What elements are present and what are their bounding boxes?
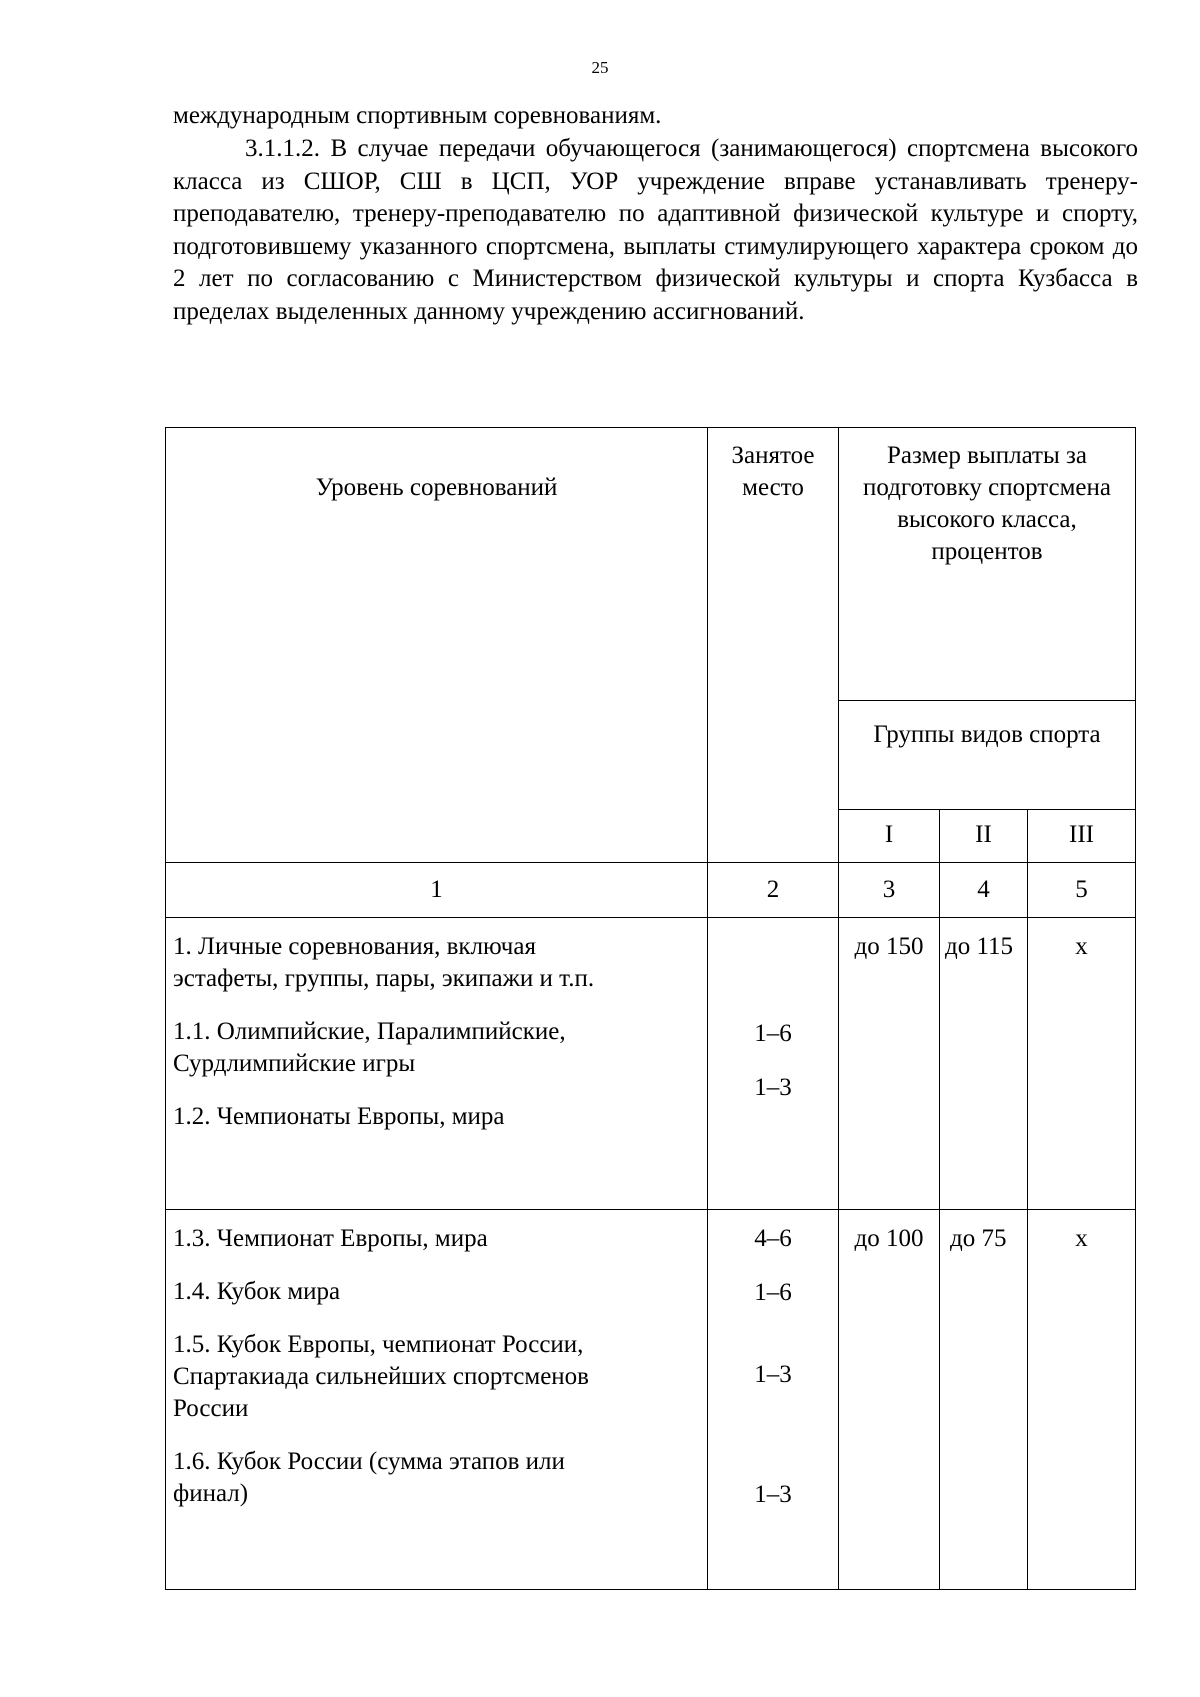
- block1-group2-value: до 115: [940, 918, 1028, 1210]
- level-text: 1.1. Олимпийские, Паралимпийские,: [173, 1018, 566, 1045]
- block1-group1-value: до 150: [839, 918, 940, 1210]
- level-text: Сурдлимпийские игры: [173, 1050, 416, 1077]
- block2-group3-value: х: [1028, 1210, 1136, 1590]
- header-payment-size: [839, 428, 1136, 701]
- level-text: 1.6. Кубок России (сумма этапов или: [173, 1448, 565, 1475]
- level-text: 1.4. Кубок мира: [173, 1278, 341, 1305]
- header-group-3: III: [1028, 810, 1136, 863]
- header-size-line1: Размер выплаты за: [886, 442, 1088, 469]
- level-text: 1.3. Чемпионат Европы, мира: [173, 1225, 488, 1252]
- header-size-line2: подготовку спортсмена: [863, 474, 1111, 501]
- level-text: России: [173, 1395, 249, 1422]
- payment-table: [165, 427, 1136, 1590]
- header-group-2: II: [940, 810, 1028, 863]
- place-value: 1–3: [754, 1481, 792, 1508]
- paragraph-continuation: международным спортивным соревнованиям.: [173, 102, 662, 129]
- level-text: финал): [173, 1480, 249, 1507]
- table-row-block-2: [166, 1210, 1136, 1590]
- block2-group2-value: до 75: [940, 1210, 1028, 1590]
- block1-places: [708, 918, 839, 1210]
- block2-places: [708, 1210, 839, 1590]
- level-text: 1.5. Кубок Европы, чемпионат России,: [173, 1331, 584, 1358]
- header-place-line2: место: [742, 474, 804, 501]
- level-text: 1. Личные соревнования, включая: [173, 933, 536, 960]
- header-size-line3: высокого класса,: [897, 506, 1077, 533]
- level-text: Спартакиада сильнейших спортсменов: [173, 1363, 589, 1390]
- place-value: 4–6: [754, 1225, 792, 1252]
- header-group-1: I: [839, 810, 940, 863]
- place-value: 1–6: [754, 1020, 792, 1047]
- column-number: 2: [708, 863, 839, 918]
- level-text: 1.2. Чемпионаты Европы, мира: [173, 1103, 505, 1130]
- header-groups-label: Группы видов спорта: [873, 721, 1101, 749]
- block2-levels: [166, 1210, 708, 1590]
- place-value: 1–6: [754, 1279, 792, 1306]
- header-level-label: Уровень соревнований: [315, 474, 558, 501]
- header-size-line4: процентов: [931, 538, 1043, 565]
- column-number: 4: [940, 863, 1028, 918]
- page-number: 25: [591, 58, 609, 77]
- header-place: [708, 428, 839, 863]
- column-number: 5: [1028, 863, 1136, 918]
- column-number: 3: [839, 863, 940, 918]
- level-text: эстафеты, группы, пары, экипажи и т.п.: [173, 965, 595, 992]
- block2-group1-value: до 100: [839, 1210, 940, 1590]
- header-level: [166, 428, 708, 863]
- table-row-block-1: [166, 918, 1136, 1210]
- column-number-row: [166, 863, 1136, 918]
- header-place-line1: Занятое: [731, 442, 815, 469]
- place-value: 1–3: [754, 1074, 792, 1101]
- place-value: 1–3: [754, 1361, 792, 1388]
- block1-group3-value: х: [1028, 918, 1136, 1210]
- block1-levels: [166, 918, 708, 1210]
- paragraph-3-1-1-2: 3.1.1.2. В случае передачи обучающегося (занимающегося) спортсмена высокого класса из СШОР, СШ в ЦСП, УОР учреждение вправе устанавливать тренеру-преподавателю, тренеру-преподавателю по адаптивной физической культуре и спорту, подготовившему указанного спортсмена, выплаты стимулирующего характера сроком до 2 лет по согласованию с Министерством физической культуры и спорта Кузбасса в пределах выделенных данному учреждению ассигнований.: [173, 135, 1138, 325]
- header-sport-groups: [839, 701, 1136, 810]
- column-number: 1: [166, 863, 708, 918]
